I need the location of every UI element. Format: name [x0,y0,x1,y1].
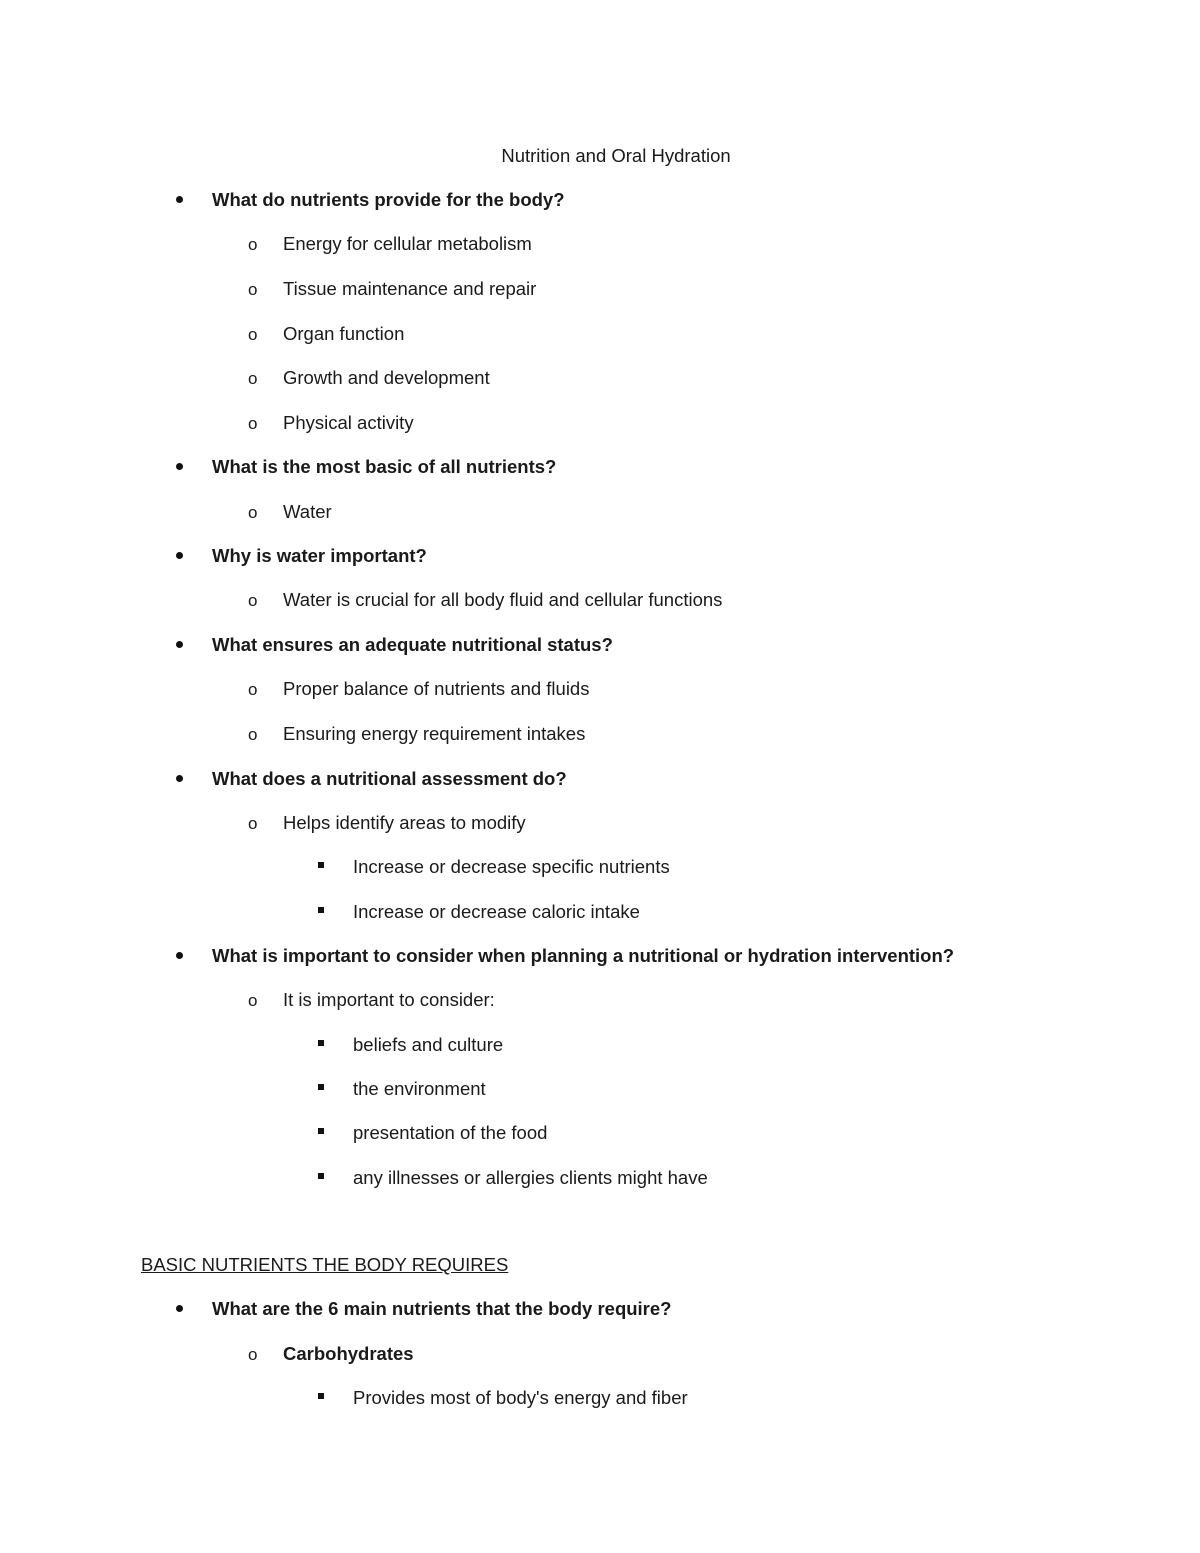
square-bullet-icon [318,907,324,913]
bullet-icon [176,775,183,782]
answer-item: Proper balance of nutrients and fluids [283,678,590,699]
sub-item: presentation of the food [353,1122,548,1143]
answer-item: Growth and development [283,367,490,388]
circle-bullet-icon: o [248,503,258,522]
sub-item: the environment [353,1078,486,1099]
square-bullet-icon [318,1040,324,1046]
square-bullet-icon [318,1084,324,1090]
circle-bullet-icon: o [248,325,258,344]
answer-item: Water is crucial for all body fluid and cellular functions [283,589,723,610]
circle-bullet-icon: o [248,680,258,699]
bullet-icon [176,952,183,959]
circle-bullet-icon: o [248,1345,258,1364]
square-bullet-icon [318,1393,324,1399]
page-title: Nutrition and Oral Hydration [501,145,731,166]
section-heading: BASIC NUTRIENTS THE BODY REQUIRES [141,1254,509,1275]
bullet-icon [176,641,183,648]
sub-item: beliefs and culture [353,1034,504,1055]
bullet-icon [176,1305,183,1312]
circle-bullet-icon: o [248,414,258,433]
bullet-icon [176,463,183,470]
circle-bullet-icon: o [248,814,258,833]
answer-item: Physical activity [283,412,414,433]
question-5: What does a nutritional assessment do? [212,768,567,789]
answer-item: Ensuring energy requirement intakes [283,723,586,744]
answer-item: Carbohydrates [283,1343,414,1364]
circle-bullet-icon: o [248,369,258,388]
circle-bullet-icon: o [248,725,258,744]
circle-bullet-icon: o [248,235,258,254]
answer-item: Water [283,501,332,522]
sub-item: Increase or decrease caloric intake [353,901,640,922]
sub-item: any illnesses or allergies clients might have [353,1167,708,1188]
question-6: What is important to consider when planning a nutritional or hydration intervention? [212,945,955,966]
square-bullet-icon [318,1173,324,1179]
bullet-icon [176,552,183,559]
question-4: What ensures an adequate nutritional status? [212,634,613,655]
question-1: What do nutrients provide for the body? [212,189,565,210]
answer-item: Organ function [283,323,405,344]
question-2: What is the most basic of all nutrients? [212,456,557,477]
sub-item: Provides most of body's energy and fiber [353,1387,688,1408]
circle-bullet-icon: o [248,591,258,610]
answer-item: Energy for cellular metabolism [283,233,532,254]
sub-item: Increase or decrease specific nutrients [353,856,670,877]
answer-item: Helps identify areas to modify [283,812,526,833]
question-7: What are the 6 main nutrients that the body require? [212,1298,672,1319]
circle-bullet-icon: o [248,991,258,1010]
answer-item: Tissue maintenance and repair [283,278,537,299]
bullet-icon [176,196,183,203]
circle-bullet-icon: o [248,280,258,299]
answer-item: It is important to consider: [283,989,495,1010]
question-3: Why is water important? [212,545,427,566]
square-bullet-icon [318,1128,324,1134]
square-bullet-icon [318,862,324,868]
